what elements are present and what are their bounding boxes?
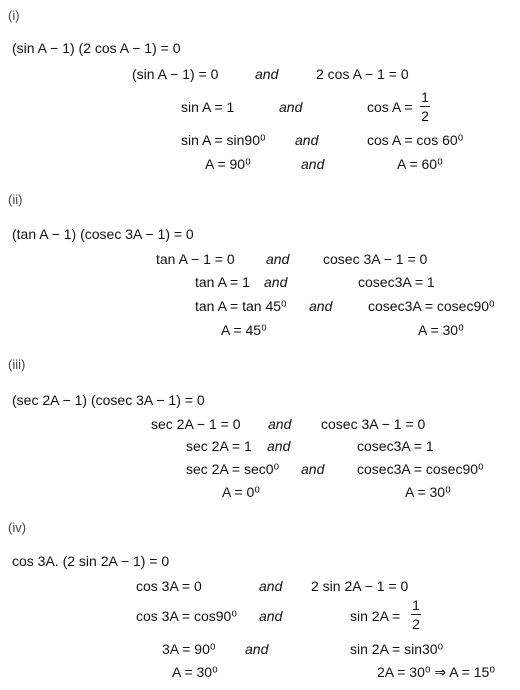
and-word: and bbox=[245, 641, 269, 657]
equation: (sin A − 1) (2 cos A − 1) = 0 bbox=[12, 40, 181, 56]
denominator: 2 bbox=[421, 108, 429, 124]
equation-left: A = 30⁰ bbox=[172, 664, 218, 680]
fraction bbox=[411, 598, 421, 631]
equation-right: cosec 3A − 1 = 0 bbox=[321, 416, 426, 432]
equation-left: A = 45⁰ bbox=[221, 322, 267, 338]
and-word: and bbox=[267, 438, 291, 454]
and-word: and bbox=[259, 608, 283, 624]
section-label: (iv) bbox=[8, 520, 27, 535]
and-word: and bbox=[301, 461, 325, 477]
equation: (sec 2A − 1) (cosec 3A − 1) = 0 bbox=[12, 392, 205, 408]
equation-right: A = 30⁰ bbox=[405, 484, 451, 500]
and-word: and bbox=[301, 156, 325, 172]
equation-right: sin 2A = sin30⁰ bbox=[350, 641, 444, 657]
equation-right: A = 30⁰ bbox=[418, 322, 464, 338]
equation-right: 2 cos A − 1 = 0 bbox=[316, 66, 409, 82]
section-label: (ii) bbox=[8, 192, 23, 207]
equation-left: A = 90⁰ bbox=[205, 156, 251, 172]
equation-left: tan A − 1 = 0 bbox=[156, 251, 235, 267]
fraction-bar bbox=[420, 106, 430, 107]
equation-left: sin A = sin90⁰ bbox=[181, 132, 266, 148]
equation-left: cos 3A = cos90⁰ bbox=[136, 608, 237, 624]
equation-right: cosec3A = cosec90⁰ bbox=[357, 461, 484, 477]
equation-right: cosec 3A − 1 = 0 bbox=[323, 251, 428, 267]
equation-right: cos A = bbox=[367, 99, 413, 115]
equation-left: sec 2A − 1 = 0 bbox=[151, 416, 241, 432]
denominator: 2 bbox=[412, 616, 420, 632]
equation-right: 2 sin 2A − 1 = 0 bbox=[311, 578, 409, 594]
and-word: and bbox=[264, 274, 288, 290]
equation-left: cos 3A = 0 bbox=[136, 578, 202, 594]
equation-right: cosec3A = 1 bbox=[358, 274, 435, 290]
equation-left: 3A = 90⁰ bbox=[162, 641, 216, 657]
equation: cos 3A. (2 sin 2A − 1) = 0 bbox=[12, 553, 170, 569]
equation-right: 2A = 30⁰ ⇒ A = 15⁰ bbox=[377, 664, 495, 680]
equation-left: sec 2A = 1 bbox=[186, 438, 252, 454]
equation-right: cosec3A = cosec90⁰ bbox=[368, 298, 495, 314]
and-word: and bbox=[259, 578, 283, 594]
section-label: (iii) bbox=[8, 357, 26, 372]
equation-left: sin A = 1 bbox=[181, 99, 235, 115]
section-label: (i) bbox=[8, 8, 20, 23]
equation-right: cos A = cos 60⁰ bbox=[367, 132, 464, 148]
and-word: and bbox=[255, 66, 279, 82]
fraction-bar bbox=[411, 614, 421, 615]
equation-left: tan A = tan 45⁰ bbox=[195, 298, 287, 314]
equation: (tan A − 1) (cosec 3A − 1) = 0 bbox=[12, 226, 194, 242]
and-word: and bbox=[268, 416, 292, 432]
equation-left: A = 0⁰ bbox=[222, 484, 260, 500]
fraction bbox=[420, 90, 430, 123]
and-word: and bbox=[266, 251, 290, 267]
equation-left: sec 2A = sec0⁰ bbox=[186, 461, 280, 477]
numerator: 1 bbox=[412, 597, 420, 613]
equation-left: tan A = 1 bbox=[195, 274, 250, 290]
equation-right: A = 60⁰ bbox=[397, 156, 443, 172]
and-word: and bbox=[295, 132, 319, 148]
equation-left: (sin A − 1) = 0 bbox=[132, 66, 219, 82]
and-word: and bbox=[279, 99, 303, 115]
equation-right: cosec3A = 1 bbox=[357, 438, 434, 454]
equation-right: sin 2A = bbox=[350, 608, 401, 624]
numerator: 1 bbox=[421, 89, 429, 105]
and-word: and bbox=[309, 298, 333, 314]
